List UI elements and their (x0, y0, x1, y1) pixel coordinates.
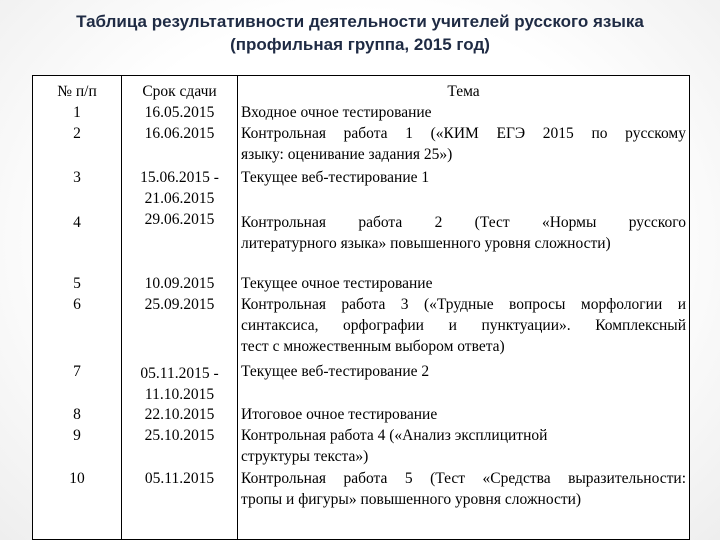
row-3-date-line: 21.06.2015 (144, 190, 215, 207)
row-5-topic (241, 273, 686, 294)
row-4-num: 4 (73, 214, 81, 231)
row-6-topic (241, 294, 686, 357)
row-10-topic-line: тропы и фигуры» повышенного уровня сложности) (241, 491, 582, 508)
row-8-topic-line: Итоговое очное тестирование (241, 406, 438, 423)
row-10-topic (241, 468, 686, 510)
row-9-date: 25.10.2015 (144, 427, 215, 444)
row-8-num: 8 (73, 406, 81, 423)
row-4-date: 29.06.2015 (144, 211, 215, 228)
row-2-topic-line: Контрольная работа 1 («КИМ ЕГЭ 2015 по русскому (241, 125, 686, 142)
header-num: № п/п (57, 83, 97, 100)
row-5-num: 5 (73, 275, 81, 292)
row-7-topic (241, 361, 686, 382)
row-4-topic (241, 212, 686, 254)
row-4-topic-line: Контрольная работа 2 (Тест «Нормы русского (241, 214, 686, 231)
row-1-topic-line: Входное очное тестирование (241, 104, 432, 121)
row-2-date: 16.06.2015 (144, 125, 215, 142)
row-2-num: 2 (73, 125, 81, 142)
row-1-date: 16.05.2015 (144, 104, 215, 121)
row-3-date (122, 167, 237, 209)
row-6-topic-line: синтаксиса, орфографии и пунктуации». Комплексный (241, 317, 686, 334)
row-7-date (122, 363, 237, 405)
row-6-num: 6 (73, 296, 81, 313)
header-topic: Тема (447, 83, 480, 100)
row-7-topic-line: Текущее веб-тестирование 2 (241, 363, 430, 380)
row-9-num: 9 (73, 427, 81, 444)
row-3-topic (241, 167, 686, 188)
title-line-2: (профильная группа, 2015 год) (230, 35, 490, 54)
title-line-1: Таблица результативности деятельности учителей русского языка (76, 12, 644, 31)
row-8-date: 22.10.2015 (144, 406, 215, 423)
row-10-date: 05.11.2015 (144, 470, 215, 487)
page-title (0, 10, 720, 56)
row-6-topic-line: тест с множественным выбором ответа) (241, 338, 505, 355)
row-5-topic-line: Текущее очное тестирование (241, 275, 433, 292)
row-9-topic-line: Контрольная работа 4 («Анализ эксплицитной (241, 427, 548, 444)
row-6-topic-line: Контрольная работа 3 («Трудные вопросы морфологии и (241, 296, 686, 313)
row-4-topic-line: литературного языка» повышенного уровня сложности) (241, 235, 611, 252)
column-divider (237, 76, 238, 539)
row-5-date: 10.09.2015 (144, 275, 215, 292)
row-1-topic (241, 102, 686, 123)
row-3-topic-line: Текущее веб-тестирование 1 (241, 169, 430, 186)
row-8-topic (241, 404, 686, 425)
row-9-topic-line: структуры текста») (241, 448, 369, 465)
row-6-date: 25.09.2015 (144, 296, 215, 313)
row-3-date-line: 15.06.2015 - (140, 169, 219, 186)
results-table (32, 75, 690, 540)
row-9-topic (241, 425, 686, 467)
row-7-date-line: 05.11.2015 - (140, 365, 219, 382)
row-2-topic (241, 123, 686, 165)
row-3-num: 3 (73, 169, 81, 186)
row-7-date-line: 11.10.2015 (144, 386, 215, 403)
row-7-num: 7 (73, 363, 81, 380)
row-1-num: 1 (73, 104, 81, 121)
row-10-num: 10 (69, 470, 85, 487)
row-2-topic-line: языку: оценивание задания 25») (241, 146, 453, 163)
row-10-topic-line: Контрольная работа 5 (Тест «Средства выразительности: (241, 470, 686, 487)
header-date: Срок сдачи (142, 83, 217, 100)
